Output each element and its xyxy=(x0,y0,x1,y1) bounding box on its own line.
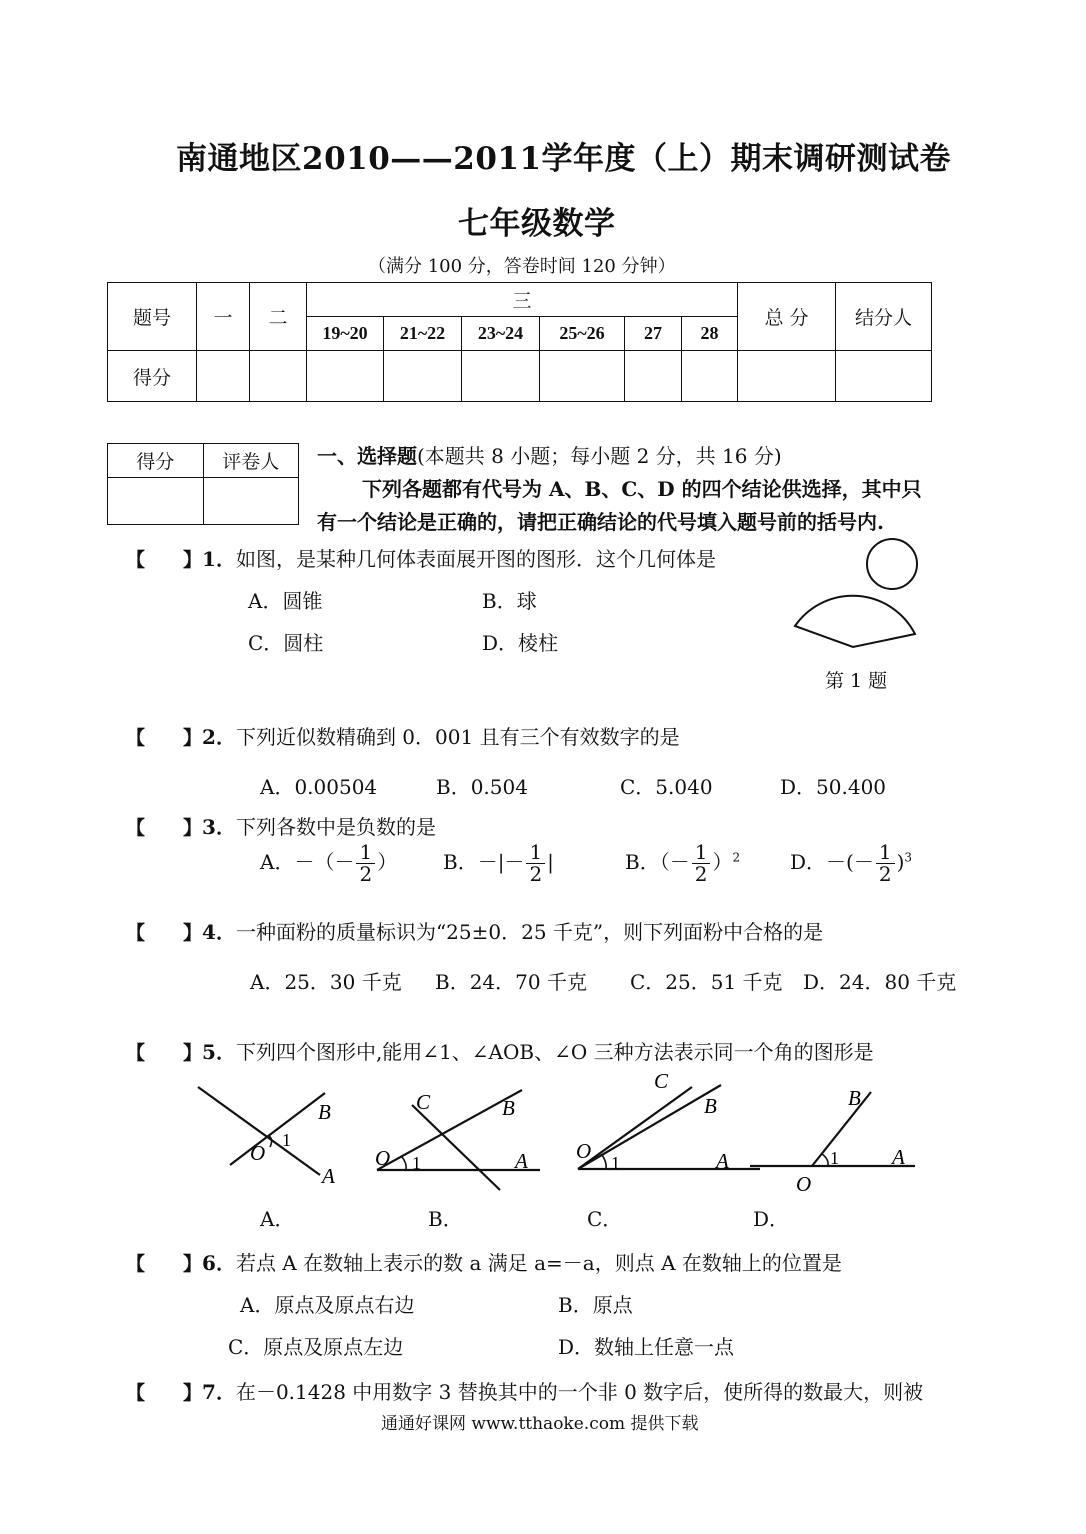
page-footer: 通通好课网 www.tthaoke.com 提供下载 xyxy=(381,1414,699,1434)
answer-bracket-right: 】 xyxy=(183,1382,203,1404)
label-1: 1 xyxy=(412,1153,421,1173)
answer-bracket-left: 【 xyxy=(126,727,146,749)
question-number: 1． xyxy=(202,547,236,571)
q5-figure-a xyxy=(198,1087,335,1188)
question-stem: 在－0.1428 中用数字 3 替换其中的一个非 0 数字后，使所得的数最大，则被 xyxy=(235,1380,924,1404)
label-B: B xyxy=(318,1100,331,1124)
question-4 xyxy=(126,916,823,945)
q1-option-d: D．棱柱 xyxy=(482,631,559,655)
q2-option-c: C．5.040 xyxy=(620,775,713,799)
q6-option-d: D．数轴上任意一点 xyxy=(558,1335,735,1359)
q4-option-b: B．24．70 千克 xyxy=(435,970,587,994)
score-table-subcol: 27 xyxy=(625,317,682,351)
q5-fig-c-label: C． xyxy=(587,1207,623,1231)
question-number: 4． xyxy=(202,920,236,944)
ray-line xyxy=(230,1093,325,1165)
q1-caption: 第 1 题 xyxy=(825,670,888,692)
answer-bracket-left: 【 xyxy=(126,1042,146,1064)
label-A: A xyxy=(716,1149,729,1173)
q1-option-b: B．球 xyxy=(482,589,537,613)
q1-figure xyxy=(780,530,930,650)
grader-table xyxy=(107,443,299,525)
question-number: 6． xyxy=(202,1251,236,1275)
q1-figure-circle xyxy=(867,539,917,589)
score-table-scorer: 结分人 xyxy=(836,283,932,351)
q1-figure-sector xyxy=(795,596,915,647)
grader-score-label: 得分 xyxy=(108,444,204,478)
score-cell xyxy=(738,351,836,402)
score-table-subcol: 25~26 xyxy=(540,317,625,351)
label-A: A xyxy=(892,1145,905,1169)
q3-b-prefix: B．－|－ xyxy=(443,850,525,874)
score-cell xyxy=(836,351,932,402)
score-table-col-2: 二 xyxy=(250,283,307,351)
grader-label: 评卷人 xyxy=(203,444,299,478)
label-O: O xyxy=(576,1139,592,1163)
fraction-denominator: 2 xyxy=(359,862,373,886)
question-number: 7． xyxy=(202,1380,236,1404)
label-A: A xyxy=(322,1164,335,1188)
section-heading-note: (本题共 8 小题；每小题 2 分，共 16 分) xyxy=(417,444,782,468)
label-A: A xyxy=(515,1149,528,1173)
score-table-row-head: 题号 xyxy=(108,283,197,351)
ray-line xyxy=(412,1105,500,1190)
answer-bracket-left: 【 xyxy=(126,1382,146,1404)
question-7 xyxy=(126,1376,923,1405)
score-table-subcol: 21~22 xyxy=(384,317,462,351)
answer-bracket-right: 】 xyxy=(183,817,203,839)
q5-fig-a-label: A． xyxy=(260,1207,295,1231)
fraction-denominator: 2 xyxy=(529,862,543,886)
question-5 xyxy=(126,1036,874,1065)
score-cell xyxy=(682,351,738,402)
q6-option-b: B．原点 xyxy=(558,1293,633,1317)
q1-option-a: A．圆锥 xyxy=(248,589,323,613)
q3-option-c xyxy=(625,842,740,885)
q1-option-c: C．圆柱 xyxy=(248,631,324,655)
q6-option-a: A．原点及原点右边 xyxy=(240,1293,415,1317)
section-instruction-1: 下列各题都有代号为 A、B、C、D 的四个结论供选择，其中只 xyxy=(362,477,922,501)
score-cell xyxy=(250,351,307,402)
label-B: B xyxy=(848,1086,861,1110)
q4-option-a: A．25．30 千克 xyxy=(250,970,402,994)
angle-arc xyxy=(402,1157,406,1170)
section-heading xyxy=(317,440,782,469)
q3-d-suffix: ) xyxy=(896,850,905,874)
section-instruction-2: 有一个结论是正确的，请把正确结论的代号填入题号前的括号内. xyxy=(317,510,884,534)
answer-bracket-right: 】 xyxy=(183,1042,203,1064)
fraction xyxy=(526,842,545,885)
q3-option-a xyxy=(260,842,397,885)
q5-fig-b-label: B． xyxy=(428,1207,463,1231)
fraction xyxy=(876,842,895,885)
q5-figure-c xyxy=(576,1069,760,1173)
label-B: B xyxy=(704,1094,717,1118)
q3-a-prefix: A．－（－ xyxy=(260,850,355,874)
score-cell xyxy=(307,351,384,402)
question-6 xyxy=(126,1247,842,1276)
section-heading-title: 一、选择题 xyxy=(317,444,417,468)
question-stem: 下列各数中是负数的是 xyxy=(235,815,436,839)
score-table-col-1: 一 xyxy=(197,283,250,351)
fraction-denominator: 2 xyxy=(694,862,708,886)
score-cell xyxy=(462,351,540,402)
answer-bracket-left: 【 xyxy=(126,1253,146,1275)
fraction-numerator: 1 xyxy=(876,842,895,864)
q5-fig-d-label: D． xyxy=(753,1207,790,1231)
answer-bracket-right: 】 xyxy=(183,1253,203,1275)
q3-d-prefix: D．－(－ xyxy=(790,850,874,874)
grader-cell xyxy=(108,478,204,525)
ray-line xyxy=(812,1092,871,1166)
label-1: 1 xyxy=(282,1130,291,1150)
answer-bracket-left: 【 xyxy=(126,817,146,839)
answer-bracket-right: 】 xyxy=(183,549,203,571)
label-1: 1 xyxy=(611,1153,620,1173)
label-C: C xyxy=(416,1090,431,1114)
q2-option-d: D．50.400 xyxy=(780,775,887,799)
answer-bracket-left: 【 xyxy=(126,922,146,944)
score-cell xyxy=(197,351,250,402)
exponent: 3 xyxy=(904,850,913,865)
q6-option-c: C．原点及原点左边 xyxy=(228,1335,404,1359)
label-O: O xyxy=(375,1146,391,1170)
q2-option-a: A．0.00504 xyxy=(260,775,378,799)
score-table-col-3: 三 xyxy=(307,283,738,317)
fraction-numerator: 1 xyxy=(356,842,375,864)
score-table-subcol: 23~24 xyxy=(462,317,540,351)
answer-bracket-right: 】 xyxy=(183,727,203,749)
score-cell xyxy=(384,351,462,402)
answer-bracket-left: 【 xyxy=(126,549,146,571)
grader-cell xyxy=(203,478,299,525)
answer-bracket-right: 】 xyxy=(183,922,203,944)
q3-option-b xyxy=(443,842,554,885)
question-1 xyxy=(126,543,716,572)
fraction-denominator: 2 xyxy=(878,862,892,886)
q5-figures xyxy=(170,1065,930,1195)
question-stem: 下列近似数精确到 0．001 且有三个有效数字的是 xyxy=(235,725,680,749)
score-table-total: 总 分 xyxy=(738,283,836,351)
exam-title: 南通地区2010——2011学年度（上）期末调研测试卷 xyxy=(176,141,952,177)
question-number: 3． xyxy=(202,815,236,839)
q2-option-b: B．0.504 xyxy=(436,775,528,799)
ray-line xyxy=(377,1090,522,1170)
question-stem: 一种面粉的质量标识为“25±0．25 千克”，则下列面粉中合格的是 xyxy=(235,920,824,944)
score-table-row-score: 得分 xyxy=(108,351,197,402)
label-B: B xyxy=(502,1096,515,1120)
label-O: O xyxy=(796,1172,812,1195)
score-table-subcol: 19~20 xyxy=(307,317,384,351)
score-table-subcol: 28 xyxy=(682,317,738,351)
exam-note: （满分 100 分，答卷时间 120 分钟） xyxy=(368,256,676,277)
q3-c-suffix: ） xyxy=(712,850,733,874)
fraction xyxy=(356,842,375,885)
question-number: 2． xyxy=(202,725,236,749)
q4-option-d: D．24．80 千克 xyxy=(803,970,957,994)
score-cell xyxy=(625,351,682,402)
q3-option-d xyxy=(790,842,912,885)
q3-b-suffix: | xyxy=(547,850,554,874)
question-number: 5． xyxy=(202,1040,236,1064)
angle-arc xyxy=(822,1154,828,1166)
fraction xyxy=(692,842,711,885)
ray-line xyxy=(578,1085,721,1169)
question-2 xyxy=(126,721,680,750)
q3-a-suffix: ） xyxy=(377,850,398,874)
score-table xyxy=(107,282,932,402)
fraction-numerator: 1 xyxy=(526,842,545,864)
fraction-numerator: 1 xyxy=(692,842,711,864)
angle-arc xyxy=(602,1155,606,1169)
ray-line xyxy=(578,1087,692,1169)
label-O: O xyxy=(250,1141,266,1165)
question-stem: 下列四个图形中,能用∠1、∠AOB、∠O 三种方法表示同一个角的图形是 xyxy=(235,1040,874,1064)
question-stem: 若点 A 在数轴上表示的数 a 满足 a=－a，则点 A 在数轴上的位置是 xyxy=(235,1251,842,1275)
score-cell xyxy=(540,351,625,402)
q3-c-prefix: B．（－ xyxy=(625,850,690,874)
exponent: 2 xyxy=(732,850,741,865)
question-3 xyxy=(126,811,436,840)
q4-option-c: C．25．51 千克 xyxy=(630,970,783,994)
label-C: C xyxy=(654,1069,669,1093)
question-stem: 如图，是某种几何体表面展开图的图形．这个几何体是 xyxy=(235,547,716,571)
label-1: 1 xyxy=(830,1148,839,1168)
q5-figure-b xyxy=(375,1090,540,1190)
exam-subtitle: 七年级数学 xyxy=(458,206,616,242)
q5-figure-d xyxy=(750,1086,915,1195)
